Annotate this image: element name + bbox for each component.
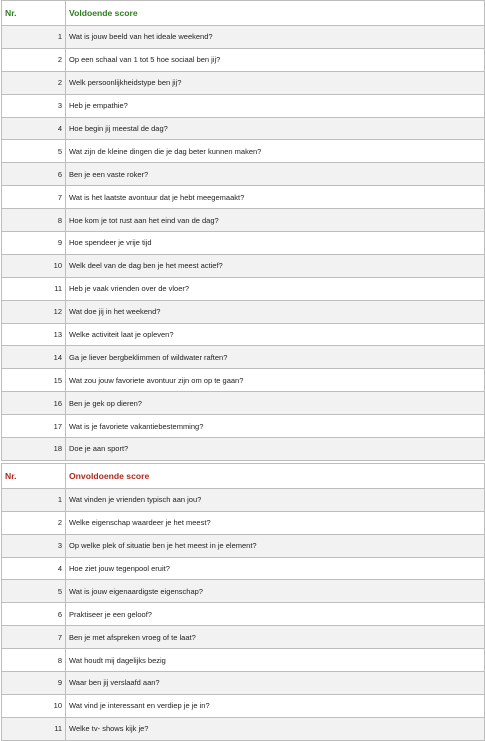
- question-text: Doe je aan sport?: [66, 438, 485, 461]
- question-text: Praktiseer je een geloof?: [66, 603, 485, 626]
- table-row: [2, 277, 485, 300]
- question-text: Hoe kom je tot rust aan het eind van de dag?: [66, 209, 485, 232]
- table-row: [2, 254, 485, 277]
- table-row: [2, 717, 485, 740]
- row-number: 3: [2, 534, 66, 557]
- section-title: Onvoldoende score: [66, 463, 485, 488]
- question-text: Heb je vaak vrienden over de vloer?: [66, 277, 485, 300]
- table-row: [2, 48, 485, 71]
- row-number: 10: [2, 694, 66, 717]
- question-text: Welk deel van de dag ben je het meest actief?: [66, 254, 485, 277]
- row-number: 13: [2, 323, 66, 346]
- row-number: 16: [2, 392, 66, 415]
- table-row: [2, 209, 485, 232]
- table-row: [2, 26, 485, 49]
- question-text: Hoe begin jij meestal de dag?: [66, 117, 485, 140]
- section-title: Voldoende score: [66, 1, 485, 26]
- question-text: Wat is je favoriete vakantiebestemming?: [66, 415, 485, 438]
- question-text: Wat doe jij in het weekend?: [66, 300, 485, 323]
- row-number: 15: [2, 369, 66, 392]
- table-row: [2, 232, 485, 255]
- question-text: Wat vind je interessant en verdiep je je in?: [66, 694, 485, 717]
- table-header-row: [2, 1, 485, 26]
- question-text: Ben je een vaste roker?: [66, 163, 485, 186]
- nr-header: Nr.: [2, 1, 66, 26]
- question-text: Wat zijn de kleine dingen die je dag beter kunnen maken?: [66, 140, 485, 163]
- row-number: 9: [2, 232, 66, 255]
- question-text: Wat is het laatste avontuur dat je hebt meegemaakt?: [66, 186, 485, 209]
- question-text: Waar ben jij verslaafd aan?: [66, 672, 485, 695]
- table-row: [2, 346, 485, 369]
- table-row: [2, 534, 485, 557]
- table-header-row: [2, 463, 485, 488]
- row-number: 6: [2, 603, 66, 626]
- question-text: Wat is jouw beeld van het ideale weekend?: [66, 26, 485, 49]
- row-number: 9: [2, 672, 66, 695]
- question-text: Hoe spendeer je vrije tijd: [66, 232, 485, 255]
- table-row: [2, 557, 485, 580]
- table-body: [2, 463, 485, 740]
- table-row: [2, 392, 485, 415]
- table-row: [2, 511, 485, 534]
- row-number: 8: [2, 649, 66, 672]
- table-row: [2, 94, 485, 117]
- table-row: [2, 603, 485, 626]
- row-number: 7: [2, 186, 66, 209]
- row-number: 8: [2, 209, 66, 232]
- table-row: [2, 71, 485, 94]
- row-number: 5: [2, 140, 66, 163]
- row-number: 2: [2, 71, 66, 94]
- table-row: [2, 163, 485, 186]
- table-row: [2, 649, 485, 672]
- table-row: [2, 626, 485, 649]
- question-text: Ben je met afspreken vroeg of te laat?: [66, 626, 485, 649]
- table-row: [2, 438, 485, 461]
- table-row: [2, 580, 485, 603]
- table-row: [2, 186, 485, 209]
- row-number: 1: [2, 488, 66, 511]
- row-number: 17: [2, 415, 66, 438]
- question-text: Wat vinden je vrienden typisch aan jou?: [66, 488, 485, 511]
- table-voldoende-score: [1, 0, 485, 461]
- question-text: Welk persoonlijkheidstype ben jij?: [66, 71, 485, 94]
- row-number: 5: [2, 580, 66, 603]
- question-text: Hoe ziet jouw tegenpool eruit?: [66, 557, 485, 580]
- question-text: Wat zou jouw favoriete avontuur zijn om op te gaan?: [66, 369, 485, 392]
- question-text: Wat houdt mij dagelijks bezig: [66, 649, 485, 672]
- row-number: 14: [2, 346, 66, 369]
- question-text: Heb je empathie?: [66, 94, 485, 117]
- row-number: 1: [2, 26, 66, 49]
- row-number: 7: [2, 626, 66, 649]
- row-number: 4: [2, 117, 66, 140]
- table-row: [2, 117, 485, 140]
- nr-header: Nr.: [2, 463, 66, 488]
- question-text: Op een schaal van 1 tot 5 hoe sociaal ben jij?: [66, 48, 485, 71]
- table-row: [2, 488, 485, 511]
- row-number: 3: [2, 94, 66, 117]
- row-number: 2: [2, 511, 66, 534]
- question-text: Welke activiteit laat je opleven?: [66, 323, 485, 346]
- question-text: Op welke plek of situatie ben je het meest in je element?: [66, 534, 485, 557]
- table-row: [2, 415, 485, 438]
- question-text: Ben je gek op dieren?: [66, 392, 485, 415]
- table-row: [2, 140, 485, 163]
- question-text: Welke eigenschap waardeer je het meest?: [66, 511, 485, 534]
- question-text: Wat is jouw eigenaardigste eigenschap?: [66, 580, 485, 603]
- row-number: 11: [2, 277, 66, 300]
- row-number: 2: [2, 48, 66, 71]
- table-row: [2, 300, 485, 323]
- table-row: [2, 369, 485, 392]
- table-row: [2, 323, 485, 346]
- question-text: Ga je liever bergbeklimmen of wildwater raften?: [66, 346, 485, 369]
- row-number: 18: [2, 438, 66, 461]
- row-number: 4: [2, 557, 66, 580]
- row-number: 6: [2, 163, 66, 186]
- question-text: Welke tv- shows kijk je?: [66, 717, 485, 740]
- table-body: [2, 1, 485, 461]
- table-row: [2, 672, 485, 695]
- table-onvoldoende-score: [1, 463, 485, 741]
- row-number: 12: [2, 300, 66, 323]
- row-number: 11: [2, 717, 66, 740]
- row-number: 10: [2, 254, 66, 277]
- table-row: [2, 694, 485, 717]
